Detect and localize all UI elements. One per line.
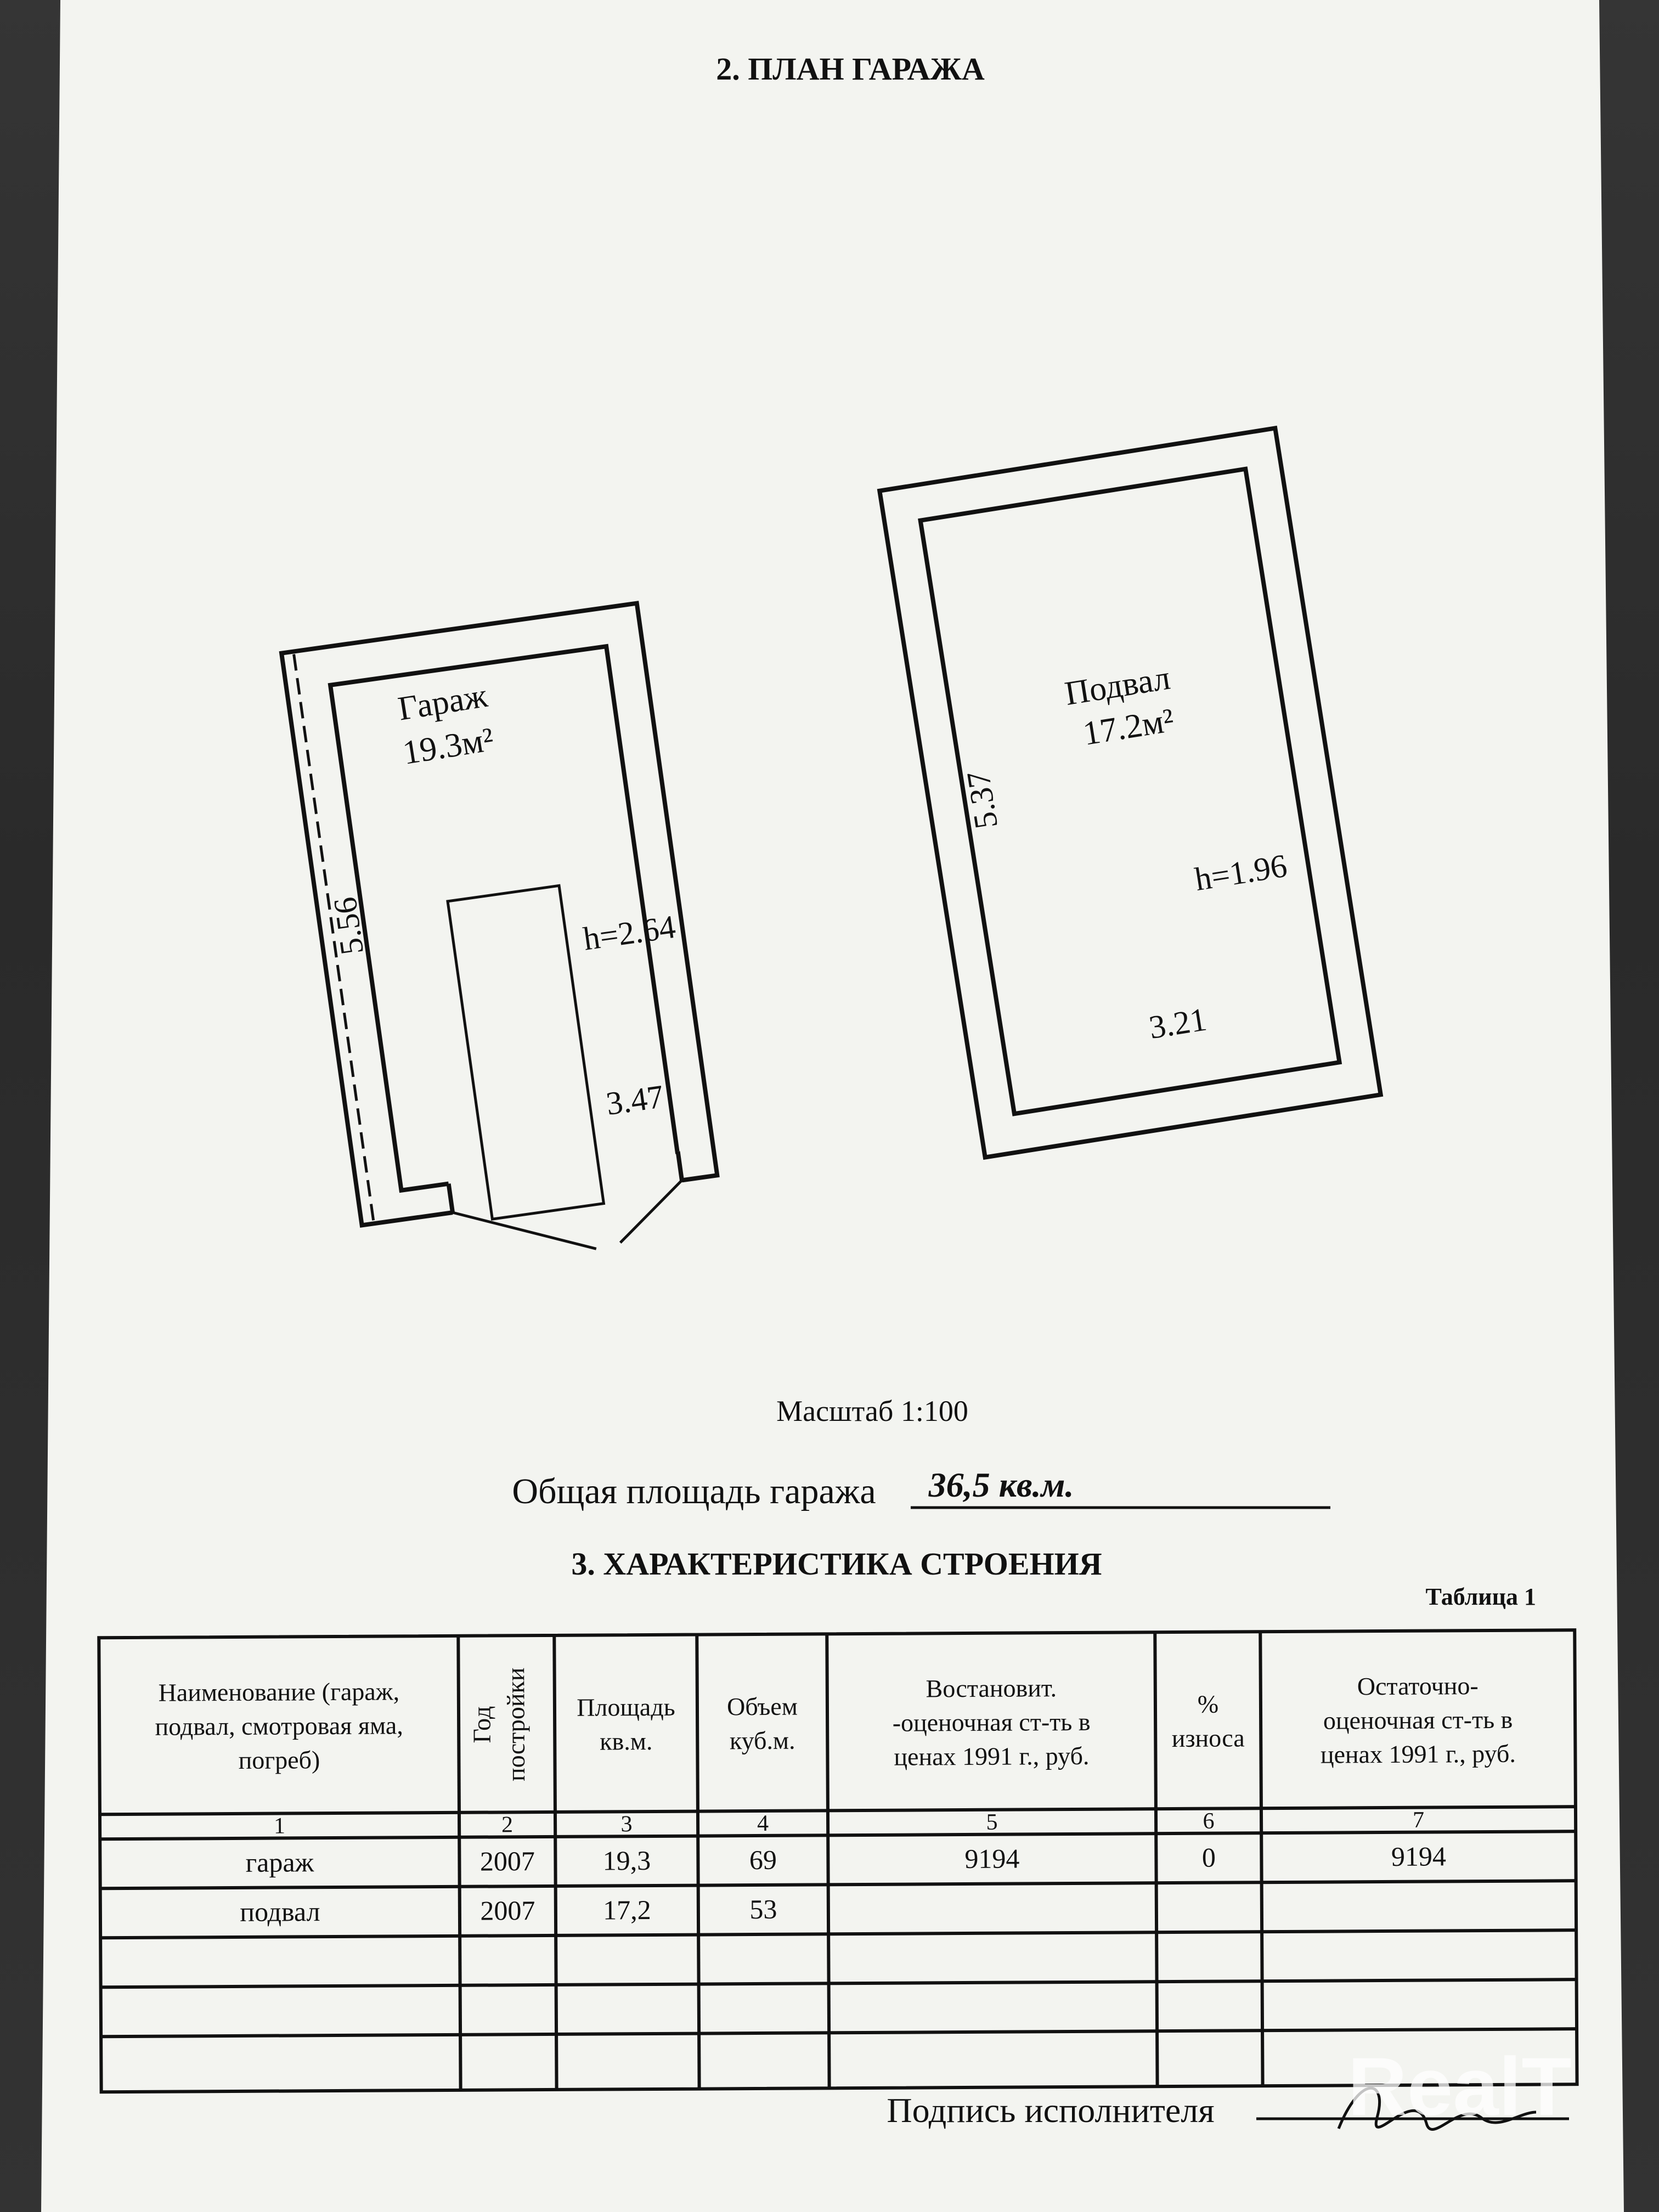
table-header-cell: подвал, смотровая яма, [155, 1711, 403, 1741]
table-column-number: 2 [501, 1812, 514, 1838]
table-column-number: 7 [1412, 1807, 1425, 1833]
table-header-cell: -оценочная ст-ть в [892, 1707, 1091, 1737]
basement-area: 17.2м² [1080, 701, 1177, 753]
table-cell: 17,2 [602, 1894, 651, 1926]
table-cell: 2007 [479, 1846, 535, 1877]
table-cell: 9194 [1391, 1841, 1447, 1872]
table-header-cell: ценах 1991 г., руб. [894, 1741, 1090, 1771]
table-cell: 19,3 [602, 1845, 651, 1876]
table-header-cell: оценочная ст-ть в [1323, 1705, 1513, 1735]
basement-length-dimension: 5.37 [960, 769, 1005, 832]
table-cell: 2007 [480, 1895, 535, 1926]
garage-name: Гараж [395, 676, 490, 728]
table-cell: 9194 [964, 1843, 1020, 1875]
garage-width-dimension: 3.47 [603, 1078, 666, 1122]
table-header-cell: износа [1171, 1724, 1245, 1753]
garage-height: h=2.64 [581, 908, 678, 957]
table-header-cell: Год [467, 1706, 496, 1743]
table-column-number: 3 [620, 1812, 633, 1837]
table-cell: 0 [1201, 1842, 1216, 1873]
table-header-cell: % [1197, 1690, 1219, 1718]
table-header-cell: погреб) [238, 1746, 320, 1774]
table-header-cell: Наименование (гараж, [158, 1677, 400, 1707]
plan-title: 2. ПЛАН ГАРАЖА [716, 51, 985, 87]
total-area-value: 36,5 кв.м. [928, 1465, 1074, 1504]
table-header-cell: ценах 1991 г., руб. [1320, 1739, 1516, 1769]
garage-area: 19.3м² [400, 720, 496, 772]
total-area-label: Общая площадь гаража [512, 1471, 876, 1511]
table-header-cell: куб.м. [729, 1726, 795, 1755]
table-cell: 69 [749, 1844, 777, 1876]
garage-length-dimension: 5.56 [326, 895, 371, 957]
table-header-cell: Площадь [577, 1692, 675, 1722]
basement-height: h=1.96 [1192, 847, 1290, 898]
table-column-number: 6 [1203, 1808, 1215, 1834]
table-cell: 53 [749, 1893, 777, 1925]
table-column-number: 5 [986, 1809, 998, 1835]
basement-name: Подвал [1062, 659, 1173, 713]
table-column-number: 4 [757, 1810, 769, 1836]
characteristics-title: 3. ХАРАКТЕРИСТИКА СТРОЕНИЯ [571, 1546, 1102, 1582]
table-header-cell: постройки [501, 1667, 531, 1782]
table-header-cell: Остаточно- [1357, 1672, 1479, 1701]
table-column-number: 1 [273, 1813, 286, 1839]
signature-label: Подпись исполнителя [887, 2091, 1215, 2130]
table-cell: подвал [240, 1896, 320, 1927]
realt-watermark: RealT [1347, 2040, 1572, 2132]
table-header-cell: Востановит. [926, 1674, 1057, 1703]
scale-label: Масштаб 1:100 [776, 1395, 968, 1427]
table-cell: гараж [245, 1847, 314, 1878]
basement-width-dimension: 3.21 [1146, 1001, 1209, 1046]
table-header-cell: кв.м. [600, 1726, 653, 1756]
table-header-cell: Объем [726, 1692, 798, 1721]
table-label: Таблица 1 [1425, 1583, 1536, 1610]
